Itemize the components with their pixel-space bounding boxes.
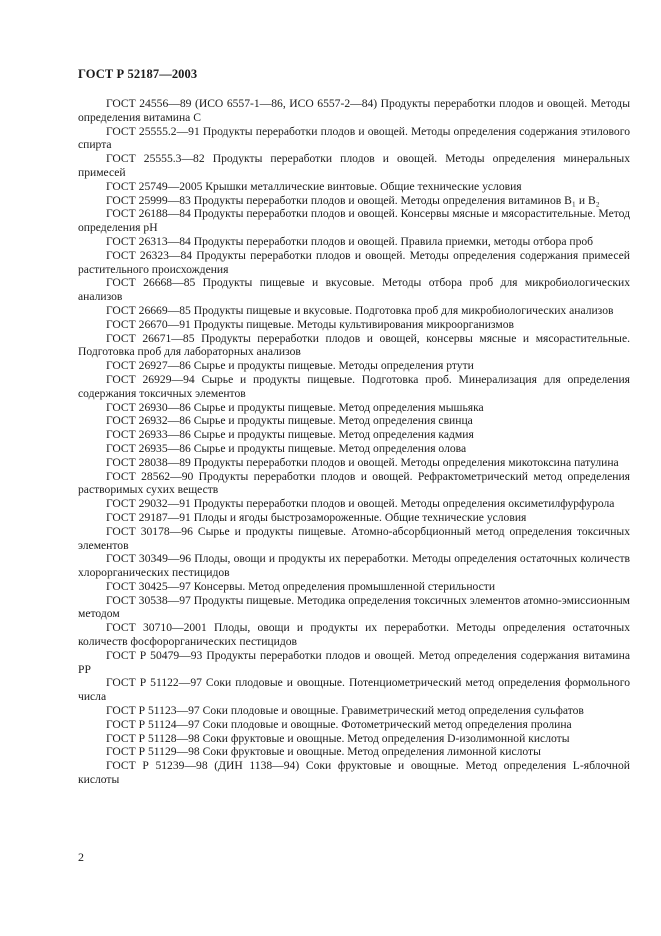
reference-entry: ГОСТ 26670—91 Продукты пищевые. Методы культивирования микроорганизмов [106, 317, 514, 331]
reference-entry: ГОСТ 30349—96 Плоды, овощи и продукты их переработки. Методы определения остаточных количеств хлорорганических пестицидов [78, 552, 630, 580]
page-number: 2 [78, 850, 84, 864]
reference-entry: ГОСТ 29187—91 Плоды и ягоды быстрозамороженные. Общие технические условия [106, 510, 527, 524]
reference-entry: ГОСТ 26313—84 Продукты переработки плодов и овощей. Правила приемки, методы отбора проб [106, 234, 594, 248]
reference-entry: ГОСТ 25749—2005 Крышки металлические винтовые. Общие технические условия [106, 179, 522, 193]
reference-entry: ГОСТ 26933—86 Сырье и продукты пищевые. Метод определения кадмия [106, 428, 474, 442]
reference-entry: ГОСТ 30178—96 Сырье и продукты пищевые. Атомно-абсорбционный метод определения токсичных элементов [78, 524, 630, 552]
reference-entry: ГОСТ 28562—90 Продукты переработки плодов и овощей. Рефрактометрический метод определения растворимых сухих веществ [78, 469, 630, 497]
reference-entry: ГОСТ 26668—85 Продукты пищевые и вкусовые. Методы отбора проб для микробиологических анализов [78, 276, 630, 304]
reference-entry: ГОСТ Р 51123—97 Соки плодовые и овощные. Гравиметрический метод определения сульфатов [106, 704, 584, 718]
reference-entry: ГОСТ Р 51128—98 Соки фруктовые и овощные. Метод определения D-изолимонной кислоты [106, 731, 570, 745]
reference-entry: ГОСТ Р 50479—93 Продукты переработки плодов и овощей. Метод определения содержания витамина PP [78, 648, 630, 676]
reference-entry: ГОСТ 29032—91 Продукты переработки плодов и овощей. Методы определения оксиметилфурфурола [106, 497, 615, 511]
reference-entry: ГОСТ 26932—86 Сырье и продукты пищевые. Метод определения свинца [106, 414, 473, 428]
document-header: ГОСТ Р 52187—2003 [78, 67, 198, 81]
reference-entry: ГОСТ 30425—97 Консервы. Метод определения промышленной стерильности [106, 579, 496, 593]
normative-references-list [78, 97, 630, 787]
reference-entry: ГОСТ 25555.2—91 Продукты переработки плодов и овощей. Методы определения содержания этилового спирта [78, 124, 630, 152]
reference-entry: ГОСТ 30538—97 Продукты пищевые. Методика определения токсичных элементов атомно-эмиссионным методом [78, 593, 630, 621]
reference-entry: ГОСТ 26671—85 Продукты переработки плодов и овощей, консервы мясные и мясорастительные. Подготовка проб для лабораторных анализов [78, 331, 630, 359]
reference-entry: ГОСТ 24556—89 (ИСО 6557-1—86, ИСО 6557-2—84) Продукты переработки плодов и овощей. Методы определения витамина С [78, 97, 630, 124]
reference-entry: ГОСТ Р 51124—97 Соки плодовые и овощные. Фотометрический метод определения пролина [106, 717, 572, 731]
reference-entry: ГОСТ 26929—94 Сырье и продукты пищевые. Подготовка проб. Минерализация для определения содержания токсичных элементов [78, 372, 630, 400]
reference-entry: ГОСТ 26935—86 Сырье и продукты пищевые. Метод определения олова [106, 441, 467, 455]
reference-entry: ГОСТ 25999—83 Продукты переработки плодов и овощей. Методы определения витаминов B₁ и B₂ [106, 193, 600, 207]
reference-entry: ГОСТ Р 51129—98 Соки фруктовые и овощные. Метод определения лимонной кислоты [106, 745, 541, 759]
reference-entry: ГОСТ 26669—85 Продукты пищевые и вкусовые. Подготовка проб для микробиологических анализов [106, 303, 614, 317]
reference-entry: ГОСТ 26188—84 Продукты переработки плодов и овощей. Консервы мясные и мясорастительные. Метод определения pH [78, 207, 630, 235]
reference-entry: ГОСТ 26927—86 Сырье и продукты пищевые. Методы определения ртути [106, 359, 474, 373]
reference-entry: ГОСТ 26323—84 Продукты переработки плодов и овощей. Методы определения содержания примесей растительного происхождения [78, 248, 630, 276]
reference-entry: ГОСТ 26930—86 Сырье и продукты пищевые. Метод определения мышьяка [106, 400, 484, 414]
reference-entry: ГОСТ 30710—2001 Плоды, овощи и продукты их переработки. Методы определения остаточных количеств фосфорорганических пестицидов [78, 621, 630, 649]
reference-entry: ГОСТ 28038—89 Продукты переработки плодов и овощей. Методы определения микотоксина патулина [106, 455, 619, 469]
reference-entry: ГОСТ 25555.3—82 Продукты переработки плодов и овощей. Методы определения минеральных примесей [78, 152, 630, 179]
reference-entry: ГОСТ Р 51239—98 (ДИН 1138—94) Соки фруктовые и овощные. Метод определения L-яблочной кислоты [78, 759, 630, 787]
reference-entry: ГОСТ Р 51122—97 Соки плодовые и овощные. Потенциометрический метод определения формольного числа [78, 676, 630, 704]
